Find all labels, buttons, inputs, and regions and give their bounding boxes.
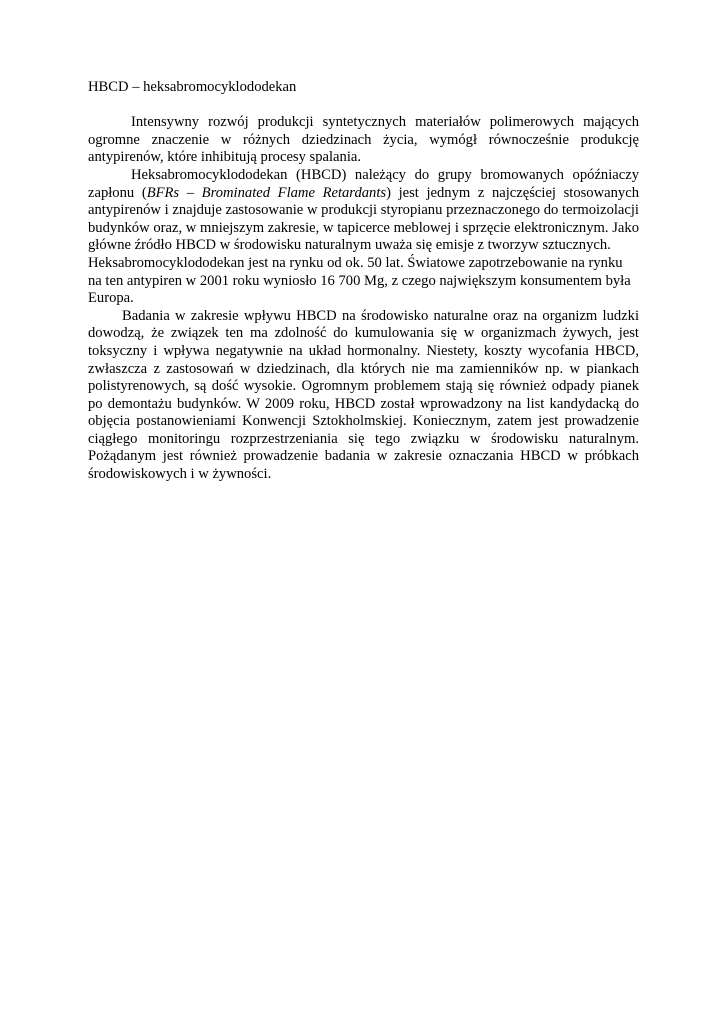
paragraph-market xyxy=(88,255,639,308)
paragraph-research: Badania w zakresie wpływu HBCD na środowisko naturalne oraz na organizm ludzki dowodzą, że związek ten ma zdolność do kumulowania się w organizmach żywych, jest toksyczny i wpływa negatywnie na układ hormonalny. Niestety, koszty wycofania HBCD, zwłaszcza z zastosowań w dziedzinach, dla których nie ma zamienników np. w piankach polistyrenowych, są dość wysokie. Ogromnym problemem stają się również odpady pianek po demontażu budynków. W 2009 roku, HBCD został wprowadzony na list kandydacką do objęcia postanowieniami Konwencji Sztokholmskiej. Koniecznym, zatem jest prowadzenie ciągłego monitoringu rozprzestrzeniania się tego związku w środowisku naturalnym. Pożądanym jest również prowadzenie badania w zakresie oznaczania HBCD w próbkach środowiskowych i w żywności. xyxy=(88,307,639,483)
paragraph-hbcd-definition-end: ) jest jednym z najczęściej stosowanych antypirenów i znajduje zastosowanie w produkcji styropianu przeznaczonego do termoizolacji budynków oraz, w mniejszym zakresie, w tapicerce meblowej i sprzęcie elektronicznym. Jako główne źródło HBCD w środowisku naturalnym uważa się emisje z tworzyw sztucznych. xyxy=(88,184,639,254)
document-page xyxy=(88,79,639,484)
paragraph-market-text: Heksabromocyklododekan jest na rynku od ok. 50 lat. Światowe zapotrzebowanie na rynku na ten antypiren w 2001 roku wyniosło 16 700 Mg, z czego największym konsumentem była Europa. xyxy=(88,254,631,307)
paragraph-hbcd-definition xyxy=(88,167,639,255)
paragraph-hbcd-definition-start: Heksabromocyklododekan (HBCD) należący do grupy bromowanych opóźniaczy zapłonu ( xyxy=(88,166,639,201)
bfrs-italic-term: BFRs – Brominated Flame Retardants xyxy=(146,184,387,201)
document-title: HBCD – heksabromocyklododekan xyxy=(88,79,297,95)
paragraph-intro: Intensywny rozwój produkcji syntetycznych materiałów polimerowych mających ogromne znaczenie w różnych dziedzinach życia, wymógł równocześnie produkcję antypirenów, które inhibitują procesy spalania. xyxy=(88,114,639,166)
